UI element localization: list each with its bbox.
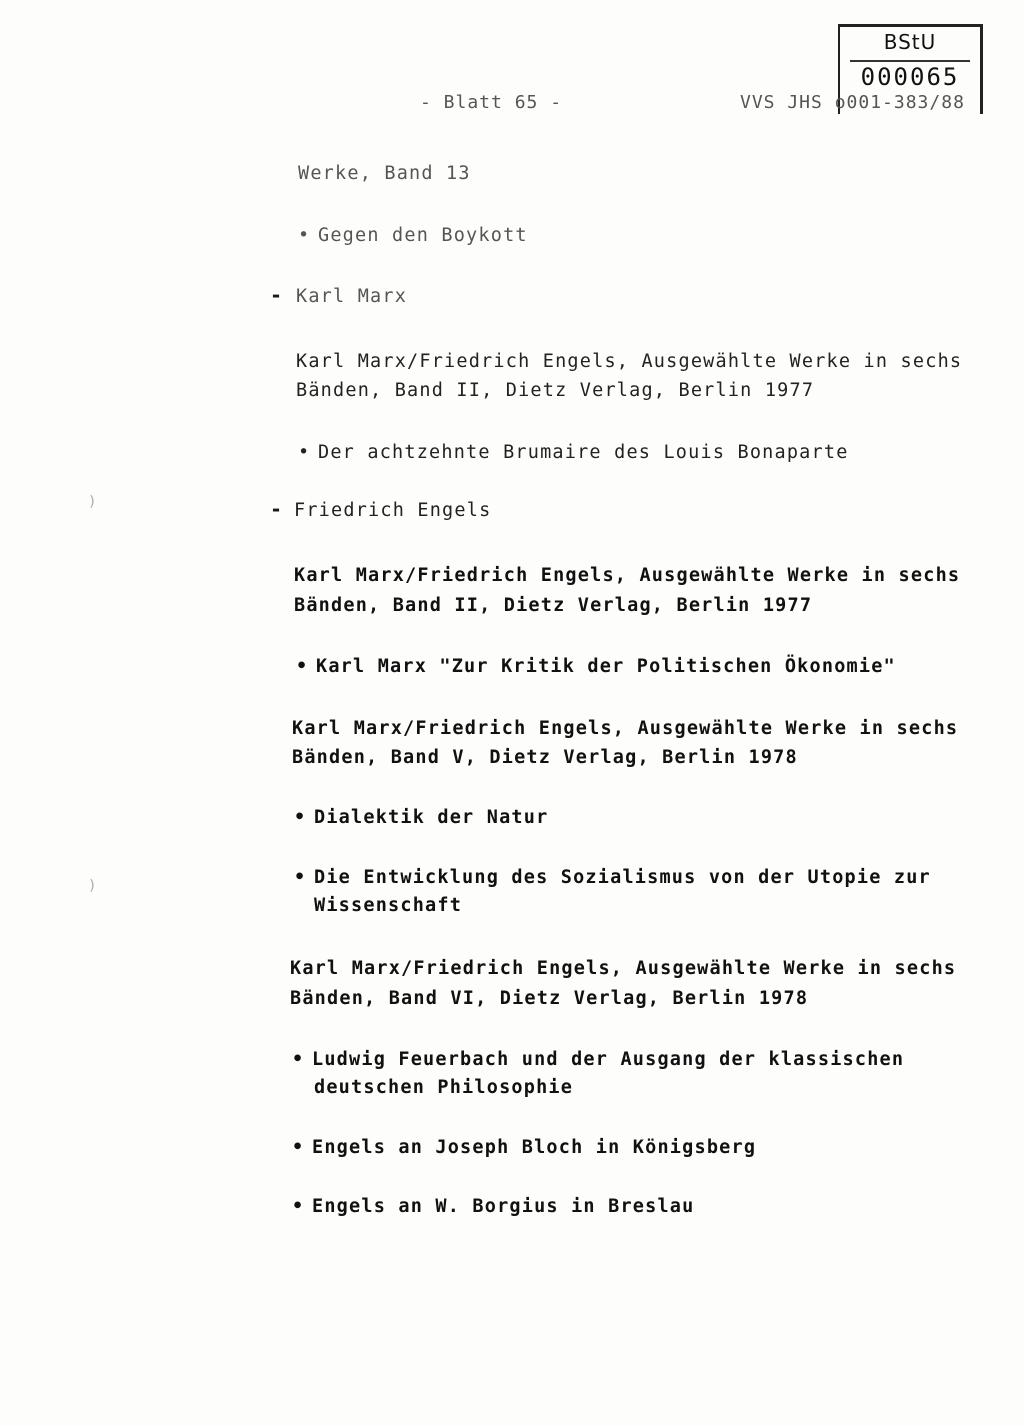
dash-marker: - <box>270 283 283 307</box>
bullet-item: • Dialektik der Natur <box>294 806 548 830</box>
text-line: Bänden, Band II, Dietz Verlag, Berlin 1977 <box>296 380 815 401</box>
bullet-item: • Gegen den Boykott <box>298 224 528 248</box>
bullet-item: • Engels an W. Borgius in Breslau <box>292 1195 694 1219</box>
text-line: Karl Marx/Friedrich Engels, Ausgewählte Werke in sechs <box>294 565 961 586</box>
bullet-item: • Engels an Joseph Bloch in Königsberg <box>292 1136 756 1160</box>
stamp-org: BStU <box>883 30 937 54</box>
bullet-item: • Ludwig Feuerbach und der Ausgang der klassischen <box>292 1048 904 1072</box>
stamp-number: 000065 <box>860 63 960 91</box>
text-line: Karl Marx/Friedrich Engels, Ausgewählte Werke in sechs <box>290 958 957 979</box>
sheet-number: - Blatt 65 - <box>420 92 563 113</box>
text-line: Bänden, Band II, Dietz Verlag, Berlin 1977 <box>294 595 813 616</box>
dash-marker: - <box>270 497 283 521</box>
text-line: Karl Marx/Friedrich Engels, Ausgewählte Werke in sechs <box>292 718 959 739</box>
section-heading: Karl Marx <box>296 286 408 307</box>
section-heading: Friedrich Engels <box>294 500 492 521</box>
bullet-item: • Die Entwicklung des Sozialismus von der Utopie zur <box>294 866 931 890</box>
stamp-divider <box>850 60 970 62</box>
document-reference: VVS JHS o001-383/88 <box>740 92 965 113</box>
bullet-item: • Karl Marx "Zur Kritik der Politischen Ökonomie" <box>296 655 896 679</box>
text-line: Bänden, Band V, Dietz Verlag, Berlin 1978 <box>292 747 798 768</box>
text-line: Bänden, Band VI, Dietz Verlag, Berlin 1978 <box>290 988 809 1009</box>
text-line: Wissenschaft <box>314 895 463 916</box>
margin-mark: ) <box>88 494 97 510</box>
bullet-item: • Der achtzehnte Brumaire des Louis Bonaparte <box>298 441 849 465</box>
text-line: Werke, Band 13 <box>298 163 471 184</box>
margin-mark: ) <box>88 878 97 894</box>
text-line: deutschen Philosophie <box>314 1077 574 1098</box>
text-line: Karl Marx/Friedrich Engels, Ausgewählte Werke in sechs <box>296 351 963 372</box>
